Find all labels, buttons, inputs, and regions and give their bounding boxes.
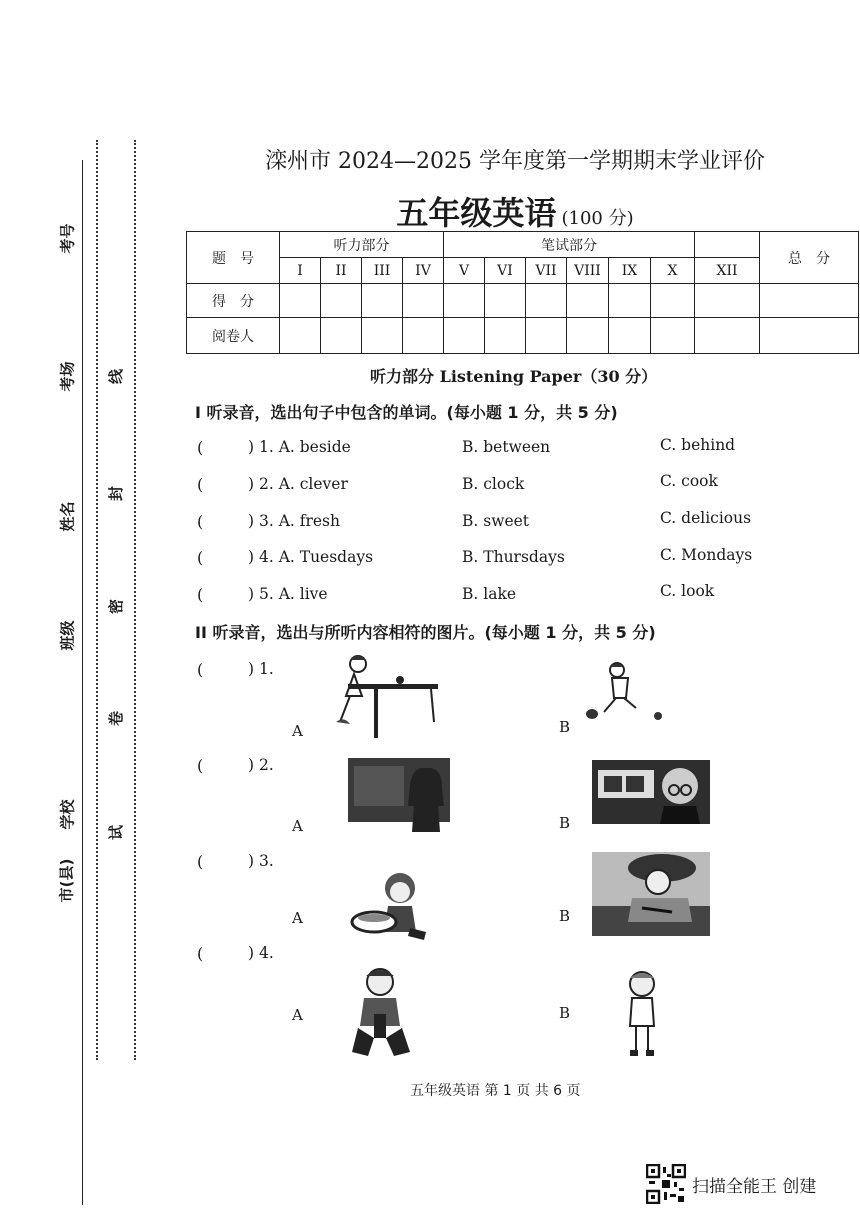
qr-code-icon (646, 1164, 686, 1204)
picture-option-a-label: A (292, 817, 303, 835)
numeral-cell: XII (695, 258, 760, 284)
listening-section-header: 听力部分 (280, 232, 444, 258)
numeral-cell: II (321, 258, 362, 284)
question-5-option-a: ) 5. A. live (248, 585, 328, 603)
page-footer: 五年级英语 第 1 页 共 6 页 (410, 1083, 581, 1099)
row-label-score: 得 分 (187, 284, 280, 318)
question-2-option-c: C. cook (660, 472, 718, 490)
question-4-option-a: ) 4. A. Tuesdays (248, 548, 374, 566)
teacher-blackboard-picture (348, 756, 450, 832)
girl-washing-clothes-picture (350, 870, 434, 942)
numeral-cell: IX (609, 258, 651, 284)
picture-option-b-label: B (559, 718, 571, 736)
part2-instruction: II 听录音，选出与所听内容相符的图片。(每小题 1 分，共 5 分) (195, 623, 656, 642)
question-2-option-b: B. clock (462, 475, 525, 493)
numeral-cell: VI (485, 258, 526, 284)
total-points: (100 分) (561, 208, 634, 229)
question-1-option-c: C. behind (660, 436, 736, 454)
question-2-option-a: ) 2. A. clever (248, 475, 348, 493)
numeral-cell: IV (403, 258, 444, 284)
girl-cooking-picture (592, 852, 710, 936)
subject-heading (180, 188, 850, 234)
picture-question-3-number: ) 3. (248, 852, 274, 870)
question-3-option-a: ) 3. A. fresh (248, 512, 340, 530)
name-label: 姓名 (58, 501, 77, 532)
boy-football-picture (582, 660, 672, 722)
class-label: 班级 (58, 620, 77, 651)
total-score-header: 总 分 (760, 232, 859, 284)
numeral-cell: VII (526, 258, 567, 284)
seal-char-xian: 线 (107, 368, 126, 385)
part1-instruction: I 听录音，选出句子中包含的单词。(每小题 1 分，共 5 分) (195, 403, 618, 422)
question-4-option-c: C. Mondays (660, 546, 753, 564)
dotted-line-outer (96, 140, 98, 1060)
boy-sitting-picture (350, 966, 412, 1058)
numeral-cell: X (651, 258, 695, 284)
picture-option-a-label: A (292, 1006, 303, 1024)
picture-option-b-label: B (559, 1004, 571, 1022)
scanner-watermark: 扫描全能王 创建 (692, 1177, 817, 1197)
numeral-cell: III (362, 258, 403, 284)
boy-ping-pong-picture (326, 652, 446, 740)
seal-char-feng: 封 (107, 485, 126, 502)
subject-title: 五年级英语 (396, 194, 557, 232)
picture-option-b-label: B (559, 907, 571, 925)
picture-option-b-label: B (559, 814, 571, 832)
numeral-cell: VIII (567, 258, 609, 284)
exam-number-label: 考号 (58, 223, 77, 254)
written-section-header: 笔试部分 (444, 232, 695, 258)
picture-question-1-number: ) 1. (248, 660, 274, 678)
picture-question-2-number: ) 2. (248, 756, 274, 774)
question-5-option-c: C. look (660, 582, 715, 600)
row-label-question-number: 题 号 (187, 232, 280, 284)
listening-heading: 听力部分 Listening Paper（30 分） (370, 367, 658, 386)
question-1-option-a: ) 1. A. beside (248, 438, 351, 456)
picture-option-a-label: A (292, 909, 303, 927)
question-3-option-b: B. sweet (462, 512, 530, 530)
question-4-option-b: B. Thursdays (462, 548, 565, 566)
school-label: 学校 (58, 799, 77, 830)
row-label-grader: 阅卷人 (187, 318, 280, 354)
picture-question-4-number: ) 4. (248, 944, 274, 962)
margin-line (82, 160, 83, 1205)
exam-room-label: 考场 (58, 361, 77, 392)
city-label: 市(县) (57, 858, 76, 903)
question-1-option-b: B. between (462, 438, 551, 456)
score-table (186, 231, 859, 354)
seal-char-mi: 密 (107, 598, 126, 615)
seal-char-juan: 卷 (107, 710, 126, 727)
seal-char-shi: 试 (107, 824, 126, 841)
question-5-option-b: B. lake (462, 585, 517, 603)
boy-standing-picture (620, 968, 664, 1060)
numeral-cell: I (280, 258, 321, 284)
teacher-chinese-class-picture (592, 756, 710, 828)
question-3-option-c: C. delicious (660, 509, 752, 527)
exam-title: 滦州市 2024—2025 学年度第一学期期末学业评价 (265, 149, 765, 174)
picture-option-a-label: A (292, 722, 303, 740)
dotted-line-inner (134, 140, 136, 1060)
numeral-cell: V (444, 258, 485, 284)
